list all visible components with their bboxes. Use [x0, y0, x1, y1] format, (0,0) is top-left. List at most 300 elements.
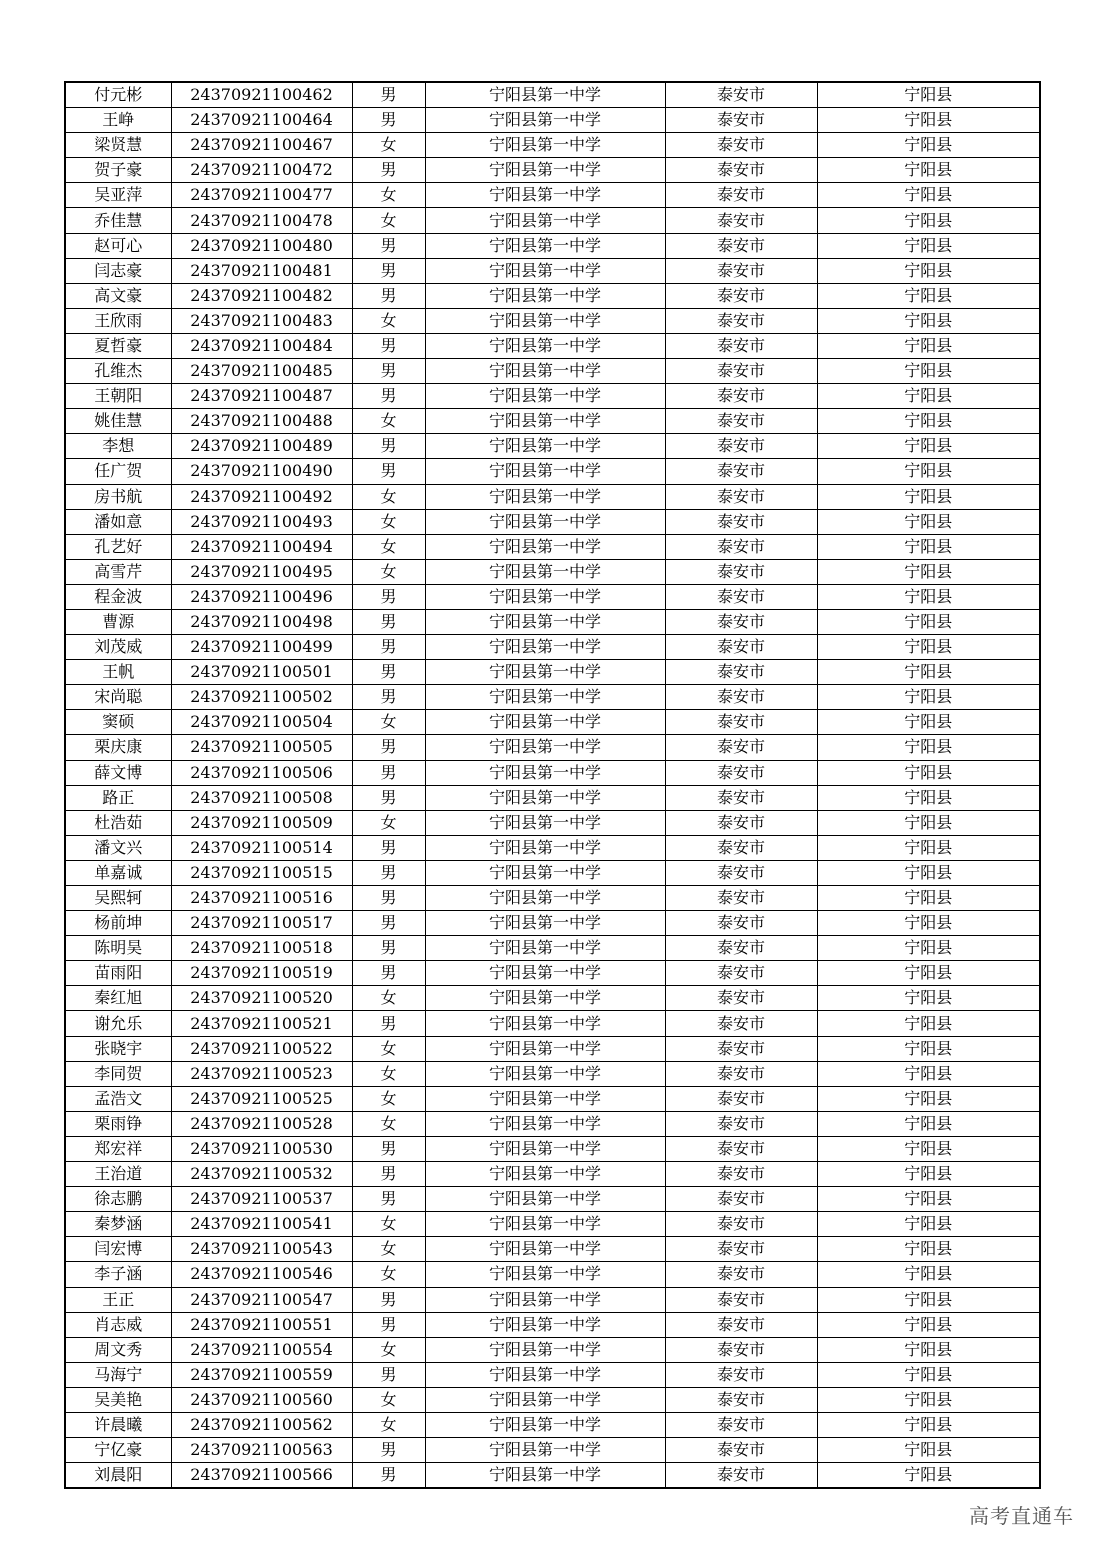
cell-county: 宁阳县: [817, 233, 1040, 258]
cell-school: 宁阳县第一中学: [425, 108, 665, 133]
cell-gender: 男: [352, 333, 425, 358]
cell-county: 宁阳县: [817, 584, 1040, 609]
cell-county: 宁阳县: [817, 785, 1040, 810]
cell-city: 泰安市: [665, 333, 817, 358]
cell-name: 徐志鹏: [65, 1187, 171, 1212]
cell-city: 泰安市: [665, 760, 817, 785]
cell-exam-id: 24370921100559: [171, 1362, 352, 1387]
cell-name: 王峥: [65, 108, 171, 133]
cell-gender: 女: [352, 1212, 425, 1237]
cell-school: 宁阳县第一中学: [425, 986, 665, 1011]
cell-city: 泰安市: [665, 384, 817, 409]
cell-gender: 女: [352, 1262, 425, 1287]
cell-gender: 女: [352, 1036, 425, 1061]
cell-name: 杨前坤: [65, 911, 171, 936]
table-row: [65, 509, 1040, 534]
cell-gender: 男: [352, 82, 425, 108]
cell-county: 宁阳县: [817, 685, 1040, 710]
cell-name: 刘晨阳: [65, 1463, 171, 1489]
cell-city: 泰安市: [665, 183, 817, 208]
cell-gender: 男: [352, 685, 425, 710]
cell-exam-id: 24370921100467: [171, 133, 352, 158]
cell-school: 宁阳县第一中学: [425, 785, 665, 810]
cell-exam-id: 24370921100477: [171, 183, 352, 208]
cell-name: 宁亿豪: [65, 1438, 171, 1463]
cell-school: 宁阳县第一中学: [425, 1362, 665, 1387]
cell-city: 泰安市: [665, 810, 817, 835]
roster-table: [64, 81, 1041, 1489]
cell-city: 泰安市: [665, 1061, 817, 1086]
cell-city: 泰安市: [665, 434, 817, 459]
cell-city: 泰安市: [665, 635, 817, 660]
cell-exam-id: 24370921100481: [171, 258, 352, 283]
cell-gender: 女: [352, 509, 425, 534]
cell-gender: 女: [352, 810, 425, 835]
cell-city: 泰安市: [665, 936, 817, 961]
cell-city: 泰安市: [665, 1136, 817, 1161]
cell-gender: 女: [352, 183, 425, 208]
cell-county: 宁阳县: [817, 936, 1040, 961]
cell-exam-id: 24370921100554: [171, 1337, 352, 1362]
cell-name: 许晨曦: [65, 1412, 171, 1437]
cell-county: 宁阳县: [817, 283, 1040, 308]
cell-city: 泰安市: [665, 1412, 817, 1437]
cell-county: 宁阳县: [817, 1312, 1040, 1337]
cell-name: 潘文兴: [65, 835, 171, 860]
cell-county: 宁阳县: [817, 1362, 1040, 1387]
cell-name: 栗雨铮: [65, 1111, 171, 1136]
table-row: [65, 735, 1040, 760]
cell-exam-id: 24370921100546: [171, 1262, 352, 1287]
cell-school: 宁阳县第一中学: [425, 1036, 665, 1061]
table-row: [65, 359, 1040, 384]
cell-school: 宁阳县第一中学: [425, 158, 665, 183]
cell-exam-id: 24370921100504: [171, 710, 352, 735]
cell-name: 刘茂威: [65, 635, 171, 660]
cell-name: 姚佳慧: [65, 409, 171, 434]
cell-name: 赵可心: [65, 233, 171, 258]
cell-exam-id: 24370921100494: [171, 534, 352, 559]
cell-gender: 女: [352, 308, 425, 333]
table-row: [65, 308, 1040, 333]
cell-city: 泰安市: [665, 1362, 817, 1387]
cell-name: 梁贤慧: [65, 133, 171, 158]
cell-name: 李同贺: [65, 1061, 171, 1086]
cell-exam-id: 24370921100487: [171, 384, 352, 409]
cell-city: 泰安市: [665, 609, 817, 634]
cell-gender: 男: [352, 1312, 425, 1337]
cell-name: 王帆: [65, 660, 171, 685]
cell-gender: 女: [352, 1337, 425, 1362]
cell-city: 泰安市: [665, 1438, 817, 1463]
cell-name: 肖志威: [65, 1312, 171, 1337]
cell-county: 宁阳县: [817, 1061, 1040, 1086]
cell-gender: 女: [352, 1061, 425, 1086]
table-row: [65, 409, 1040, 434]
cell-city: 泰安市: [665, 660, 817, 685]
cell-county: 宁阳县: [817, 1412, 1040, 1437]
cell-school: 宁阳县第一中学: [425, 1287, 665, 1312]
cell-exam-id: 24370921100514: [171, 835, 352, 860]
cell-gender: 男: [352, 1162, 425, 1187]
cell-county: 宁阳县: [817, 886, 1040, 911]
cell-exam-id: 24370921100484: [171, 333, 352, 358]
cell-exam-id: 24370921100490: [171, 459, 352, 484]
cell-city: 泰安市: [665, 1387, 817, 1412]
cell-exam-id: 24370921100562: [171, 1412, 352, 1437]
cell-gender: 男: [352, 108, 425, 133]
cell-exam-id: 24370921100462: [171, 82, 352, 108]
cell-name: 栗庆康: [65, 735, 171, 760]
cell-gender: 女: [352, 133, 425, 158]
cell-school: 宁阳县第一中学: [425, 434, 665, 459]
cell-exam-id: 24370921100485: [171, 359, 352, 384]
cell-gender: 男: [352, 1287, 425, 1312]
cell-county: 宁阳县: [817, 258, 1040, 283]
cell-city: 泰安市: [665, 1463, 817, 1489]
cell-city: 泰安市: [665, 108, 817, 133]
cell-gender: 男: [352, 359, 425, 384]
cell-exam-id: 24370921100489: [171, 434, 352, 459]
cell-gender: 男: [352, 1362, 425, 1387]
cell-exam-id: 24370921100521: [171, 1011, 352, 1036]
cell-county: 宁阳县: [817, 961, 1040, 986]
cell-name: 王治道: [65, 1162, 171, 1187]
cell-school: 宁阳县第一中学: [425, 82, 665, 108]
table-row: [65, 710, 1040, 735]
cell-name: 秦梦涵: [65, 1212, 171, 1237]
cell-school: 宁阳县第一中学: [425, 133, 665, 158]
cell-city: 泰安市: [665, 409, 817, 434]
cell-name: 宋尚聪: [65, 685, 171, 710]
cell-county: 宁阳县: [817, 208, 1040, 233]
cell-county: 宁阳县: [817, 710, 1040, 735]
cell-county: 宁阳县: [817, 911, 1040, 936]
table-row: [65, 1036, 1040, 1061]
cell-name: 高文豪: [65, 283, 171, 308]
table-row: [65, 1111, 1040, 1136]
cell-county: 宁阳县: [817, 609, 1040, 634]
cell-school: 宁阳县第一中学: [425, 685, 665, 710]
cell-city: 泰安市: [665, 1036, 817, 1061]
table-row: [65, 1262, 1040, 1287]
cell-gender: 男: [352, 158, 425, 183]
cell-county: 宁阳县: [817, 1463, 1040, 1489]
cell-exam-id: 24370921100517: [171, 911, 352, 936]
cell-gender: 男: [352, 459, 425, 484]
table-row: [65, 810, 1040, 835]
cell-gender: 男: [352, 1463, 425, 1489]
cell-exam-id: 24370921100522: [171, 1036, 352, 1061]
table-row: [65, 384, 1040, 409]
cell-exam-id: 24370921100464: [171, 108, 352, 133]
cell-county: 宁阳县: [817, 534, 1040, 559]
cell-exam-id: 24370921100499: [171, 635, 352, 660]
cell-county: 宁阳县: [817, 810, 1040, 835]
cell-school: 宁阳县第一中学: [425, 1337, 665, 1362]
cell-city: 泰安市: [665, 534, 817, 559]
cell-city: 泰安市: [665, 82, 817, 108]
cell-city: 泰安市: [665, 735, 817, 760]
cell-gender: 男: [352, 635, 425, 660]
cell-city: 泰安市: [665, 233, 817, 258]
cell-school: 宁阳县第一中学: [425, 1086, 665, 1111]
cell-county: 宁阳县: [817, 409, 1040, 434]
cell-county: 宁阳县: [817, 1011, 1040, 1036]
cell-gender: 女: [352, 1111, 425, 1136]
cell-city: 泰安市: [665, 886, 817, 911]
cell-county: 宁阳县: [817, 434, 1040, 459]
cell-city: 泰安市: [665, 911, 817, 936]
table-row: [65, 1412, 1040, 1437]
cell-school: 宁阳县第一中学: [425, 1212, 665, 1237]
cell-county: 宁阳县: [817, 183, 1040, 208]
cell-gender: 女: [352, 559, 425, 584]
cell-county: 宁阳县: [817, 133, 1040, 158]
cell-county: 宁阳县: [817, 308, 1040, 333]
cell-school: 宁阳县第一中学: [425, 509, 665, 534]
cell-name: 孔维杰: [65, 359, 171, 384]
table-row: [65, 835, 1040, 860]
cell-school: 宁阳县第一中学: [425, 1312, 665, 1337]
cell-county: 宁阳县: [817, 1337, 1040, 1362]
cell-school: 宁阳县第一中学: [425, 1387, 665, 1412]
table-row: [65, 1287, 1040, 1312]
cell-county: 宁阳县: [817, 1162, 1040, 1187]
cell-gender: 男: [352, 1438, 425, 1463]
table-row: [65, 584, 1040, 609]
cell-city: 泰安市: [665, 258, 817, 283]
cell-city: 泰安市: [665, 308, 817, 333]
cell-school: 宁阳县第一中学: [425, 1162, 665, 1187]
cell-school: 宁阳县第一中学: [425, 333, 665, 358]
cell-city: 泰安市: [665, 710, 817, 735]
cell-city: 泰安市: [665, 584, 817, 609]
cell-city: 泰安市: [665, 559, 817, 584]
cell-school: 宁阳县第一中学: [425, 534, 665, 559]
cell-county: 宁阳县: [817, 108, 1040, 133]
cell-school: 宁阳县第一中学: [425, 1061, 665, 1086]
cell-school: 宁阳县第一中学: [425, 911, 665, 936]
cell-exam-id: 24370921100547: [171, 1287, 352, 1312]
cell-school: 宁阳县第一中学: [425, 183, 665, 208]
cell-school: 宁阳县第一中学: [425, 760, 665, 785]
table-row: [65, 1237, 1040, 1262]
cell-county: 宁阳县: [817, 860, 1040, 885]
cell-name: 张晓宇: [65, 1036, 171, 1061]
table-row: [65, 911, 1040, 936]
cell-exam-id: 24370921100502: [171, 685, 352, 710]
cell-county: 宁阳县: [817, 484, 1040, 509]
cell-exam-id: 24370921100496: [171, 584, 352, 609]
cell-exam-id: 24370921100537: [171, 1187, 352, 1212]
cell-exam-id: 24370921100532: [171, 1162, 352, 1187]
cell-gender: 男: [352, 609, 425, 634]
cell-exam-id: 24370921100506: [171, 760, 352, 785]
table-row: [65, 534, 1040, 559]
table-row: [65, 133, 1040, 158]
cell-county: 宁阳县: [817, 1262, 1040, 1287]
table-row: [65, 1086, 1040, 1111]
cell-school: 宁阳县第一中学: [425, 459, 665, 484]
cell-county: 宁阳县: [817, 333, 1040, 358]
cell-gender: 男: [352, 258, 425, 283]
cell-gender: 女: [352, 484, 425, 509]
table-row: [65, 183, 1040, 208]
cell-exam-id: 24370921100525: [171, 1086, 352, 1111]
table-row: [65, 459, 1040, 484]
cell-name: 周文秀: [65, 1337, 171, 1362]
cell-city: 泰安市: [665, 484, 817, 509]
cell-county: 宁阳县: [817, 1212, 1040, 1237]
cell-exam-id: 24370921100528: [171, 1111, 352, 1136]
table-row: [65, 760, 1040, 785]
cell-county: 宁阳县: [817, 82, 1040, 108]
cell-gender: 男: [352, 785, 425, 810]
cell-school: 宁阳县第一中学: [425, 660, 665, 685]
cell-city: 泰安市: [665, 459, 817, 484]
cell-exam-id: 24370921100498: [171, 609, 352, 634]
table-row: [65, 1337, 1040, 1362]
cell-school: 宁阳县第一中学: [425, 635, 665, 660]
table-row: [65, 1362, 1040, 1387]
cell-city: 泰安市: [665, 1011, 817, 1036]
cell-school: 宁阳县第一中学: [425, 1438, 665, 1463]
cell-name: 窦硕: [65, 710, 171, 735]
cell-gender: 女: [352, 1086, 425, 1111]
cell-exam-id: 24370921100509: [171, 810, 352, 835]
cell-county: 宁阳县: [817, 1237, 1040, 1262]
cell-name: 乔佳慧: [65, 208, 171, 233]
cell-exam-id: 24370921100516: [171, 886, 352, 911]
cell-city: 泰安市: [665, 835, 817, 860]
cell-school: 宁阳县第一中学: [425, 1136, 665, 1161]
table-row: [65, 1387, 1040, 1412]
cell-gender: 女: [352, 710, 425, 735]
cell-name: 王朝阳: [65, 384, 171, 409]
table-row: [65, 785, 1040, 810]
cell-name: 贺子豪: [65, 158, 171, 183]
cell-school: 宁阳县第一中学: [425, 584, 665, 609]
cell-exam-id: 24370921100518: [171, 936, 352, 961]
table-row: [65, 233, 1040, 258]
cell-gender: 男: [352, 1187, 425, 1212]
cell-exam-id: 24370921100508: [171, 785, 352, 810]
cell-gender: 女: [352, 986, 425, 1011]
cell-gender: 男: [352, 886, 425, 911]
cell-city: 泰安市: [665, 158, 817, 183]
cell-exam-id: 24370921100515: [171, 860, 352, 885]
cell-school: 宁阳县第一中学: [425, 559, 665, 584]
cell-name: 王正: [65, 1287, 171, 1312]
table-row: [65, 986, 1040, 1011]
cell-name: 付元彬: [65, 82, 171, 108]
cell-county: 宁阳县: [817, 760, 1040, 785]
cell-gender: 男: [352, 660, 425, 685]
cell-gender: 女: [352, 409, 425, 434]
cell-city: 泰安市: [665, 1212, 817, 1237]
cell-name: 潘如意: [65, 509, 171, 534]
cell-gender: 男: [352, 835, 425, 860]
cell-school: 宁阳县第一中学: [425, 1412, 665, 1437]
table-row: [65, 434, 1040, 459]
cell-county: 宁阳县: [817, 1438, 1040, 1463]
cell-school: 宁阳县第一中学: [425, 409, 665, 434]
cell-city: 泰安市: [665, 1312, 817, 1337]
table-row: [65, 1463, 1040, 1489]
cell-school: 宁阳县第一中学: [425, 1237, 665, 1262]
table-row: [65, 559, 1040, 584]
cell-name: 闫志豪: [65, 258, 171, 283]
cell-school: 宁阳县第一中学: [425, 1011, 665, 1036]
cell-city: 泰安市: [665, 1162, 817, 1187]
cell-county: 宁阳县: [817, 359, 1040, 384]
cell-name: 秦红旭: [65, 986, 171, 1011]
cell-city: 泰安市: [665, 785, 817, 810]
table-row: [65, 1136, 1040, 1161]
table-row: [65, 1162, 1040, 1187]
cell-county: 宁阳县: [817, 1387, 1040, 1412]
cell-exam-id: 24370921100501: [171, 660, 352, 685]
cell-school: 宁阳县第一中学: [425, 810, 665, 835]
cell-gender: 女: [352, 1412, 425, 1437]
cell-gender: 男: [352, 760, 425, 785]
cell-school: 宁阳县第一中学: [425, 936, 665, 961]
cell-exam-id: 24370921100541: [171, 1212, 352, 1237]
cell-school: 宁阳县第一中学: [425, 860, 665, 885]
cell-county: 宁阳县: [817, 509, 1040, 534]
cell-name: 李子涵: [65, 1262, 171, 1287]
table-row: [65, 484, 1040, 509]
cell-exam-id: 24370921100492: [171, 484, 352, 509]
watermark-text: 高考直通车: [969, 1504, 1074, 1528]
cell-name: 单嘉诚: [65, 860, 171, 885]
table-row: [65, 635, 1040, 660]
table-row: [65, 1312, 1040, 1337]
cell-name: 吴熙轲: [65, 886, 171, 911]
cell-school: 宁阳县第一中学: [425, 1262, 665, 1287]
cell-city: 泰安市: [665, 1237, 817, 1262]
cell-name: 王欣雨: [65, 308, 171, 333]
cell-county: 宁阳县: [817, 735, 1040, 760]
cell-exam-id: 24370921100543: [171, 1237, 352, 1262]
cell-school: 宁阳县第一中学: [425, 1187, 665, 1212]
table-row: [65, 1438, 1040, 1463]
cell-gender: 男: [352, 1136, 425, 1161]
cell-gender: 男: [352, 1011, 425, 1036]
cell-city: 泰安市: [665, 359, 817, 384]
table-row: [65, 660, 1040, 685]
cell-county: 宁阳县: [817, 1136, 1040, 1161]
cell-school: 宁阳县第一中学: [425, 233, 665, 258]
cell-exam-id: 24370921100530: [171, 1136, 352, 1161]
cell-exam-id: 24370921100523: [171, 1061, 352, 1086]
cell-school: 宁阳县第一中学: [425, 735, 665, 760]
cell-gender: 男: [352, 233, 425, 258]
cell-gender: 女: [352, 534, 425, 559]
cell-school: 宁阳县第一中学: [425, 384, 665, 409]
cell-name: 杜浩茹: [65, 810, 171, 835]
cell-name: 郑宏祥: [65, 1136, 171, 1161]
cell-school: 宁阳县第一中学: [425, 208, 665, 233]
table-row: [65, 1187, 1040, 1212]
cell-gender: 男: [352, 384, 425, 409]
table-row: [65, 860, 1040, 885]
cell-exam-id: 24370921100495: [171, 559, 352, 584]
cell-name: 闫宏博: [65, 1237, 171, 1262]
cell-county: 宁阳县: [817, 835, 1040, 860]
cell-city: 泰安市: [665, 1111, 817, 1136]
